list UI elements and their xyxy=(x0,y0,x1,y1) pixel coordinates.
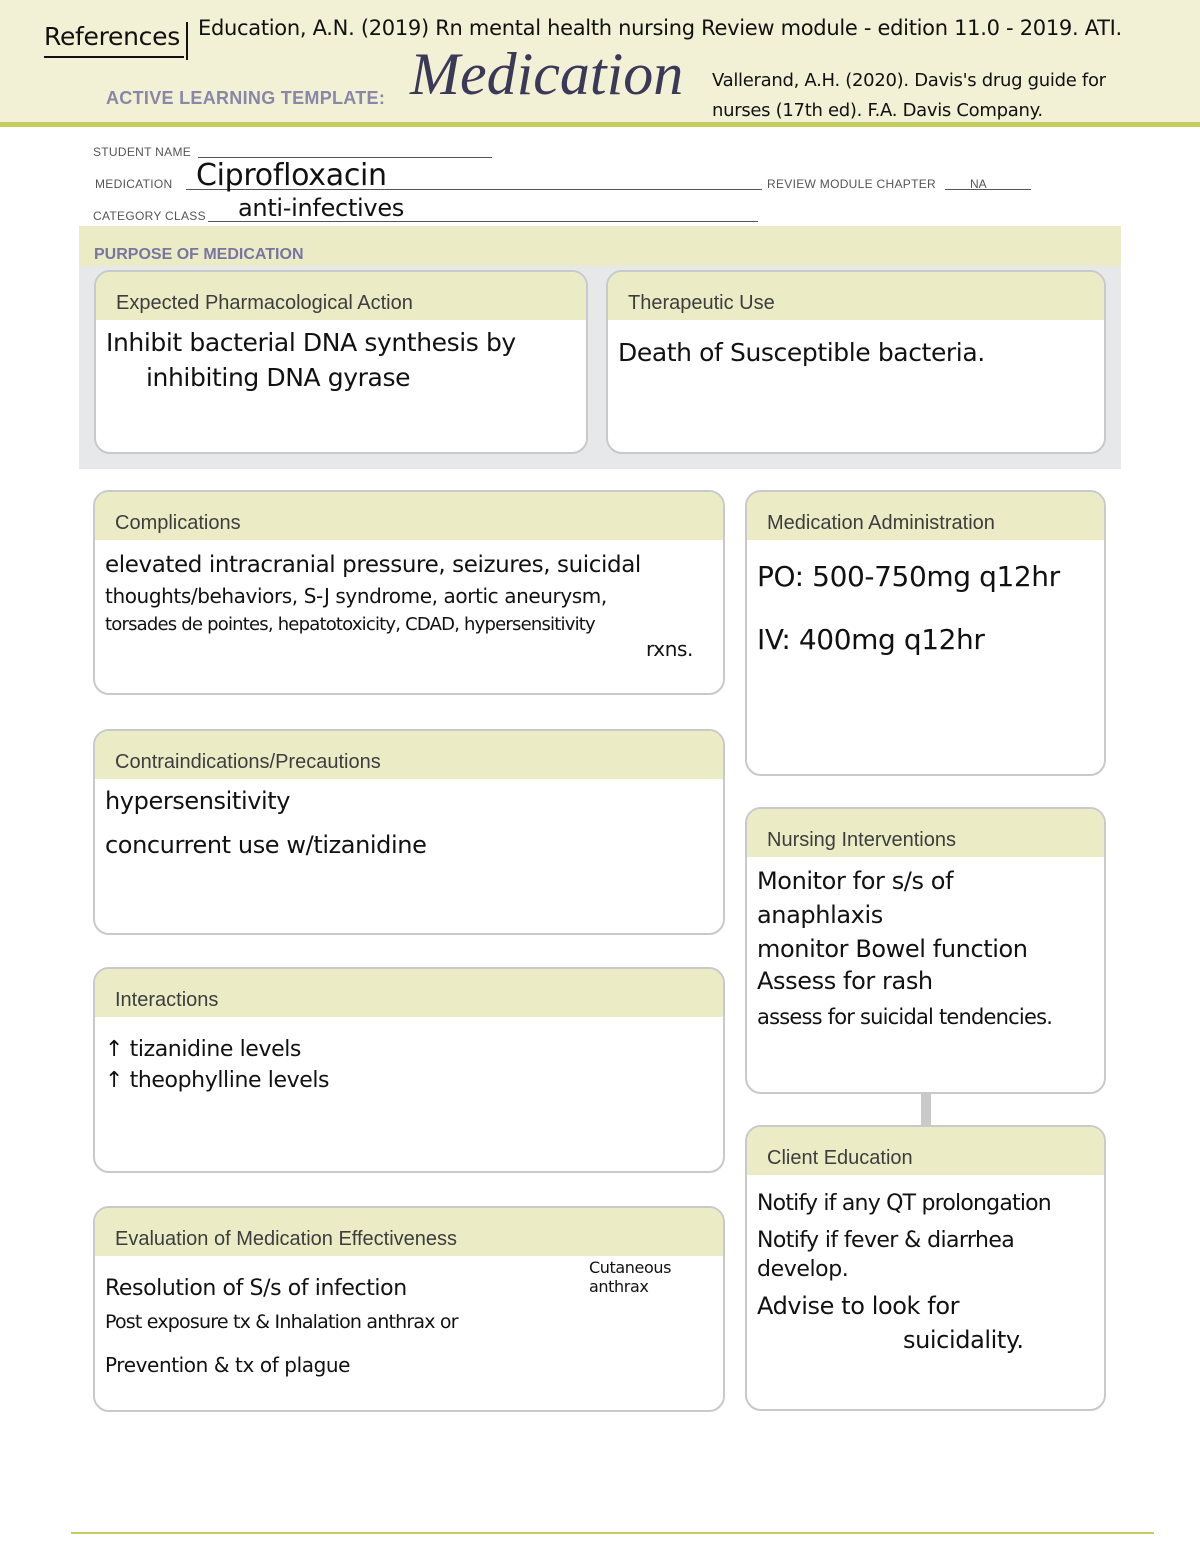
therapeutic-use-body xyxy=(608,320,1104,367)
contraindications-body xyxy=(95,779,723,859)
complications-box[interactable] xyxy=(93,490,725,695)
evaluation-header xyxy=(95,1208,723,1256)
complications-line: rxns. xyxy=(646,637,693,661)
interactions-line: ↑ theophylline levels xyxy=(105,1068,330,1093)
administration-header xyxy=(747,492,1104,540)
complications-line: torsades de pointes, hepatotoxicity, CDAD, hypersensitivity xyxy=(105,614,595,635)
contraindications-header xyxy=(95,731,723,779)
medication-field[interactable]: Ciprofloxacin xyxy=(196,158,387,193)
chapter-label: REVIEW MODULE CHAPTER xyxy=(767,177,936,191)
client-education-header xyxy=(747,1127,1104,1175)
template-label: ACTIVE LEARNING TEMPLATE: xyxy=(106,88,386,108)
administration-box[interactable] xyxy=(745,490,1106,776)
client-education-line: Advise to look for xyxy=(757,1292,960,1320)
therapeutic-use-header xyxy=(608,272,1104,320)
evaluation-title: Evaluation of Medication Effectiveness xyxy=(115,1228,458,1250)
evaluation-box[interactable] xyxy=(93,1206,725,1412)
evaluation-line: Prevention & tx of plague xyxy=(105,1353,351,1377)
nursing-interventions-line: Assess for rash xyxy=(757,967,933,995)
template-title: Medication xyxy=(410,41,684,107)
category-field[interactable]: anti-infectives xyxy=(238,194,404,222)
complications-line: thoughts/behaviors, S-J syndrome, aortic aneurysm, xyxy=(105,584,607,608)
complications-title: Complications xyxy=(115,512,241,534)
nursing-interventions-line: anaphlaxis xyxy=(757,901,883,929)
interactions-header xyxy=(95,969,723,1017)
client-education-line: suicidality. xyxy=(903,1326,1024,1354)
contraindications-line: hypersensitivity xyxy=(105,787,291,815)
nursing-interventions-line: assess for suicidal tendencies. xyxy=(757,1005,1053,1029)
nursing-interventions-line: Monitor for s/s of xyxy=(757,867,954,895)
references-underline xyxy=(44,56,184,58)
category-label: CATEGORY CLASS xyxy=(93,209,206,223)
nursing-interventions-header xyxy=(747,809,1104,857)
header-rule xyxy=(0,122,1200,127)
complications-body xyxy=(95,540,723,661)
purpose-title: PURPOSE OF MEDICATION xyxy=(94,246,304,263)
therapeutic-use-box[interactable] xyxy=(606,270,1106,454)
evaluation-side-note: Cutaneous anthrax xyxy=(589,1258,672,1297)
nursing-education-connector xyxy=(921,1094,931,1125)
client-education-line: Notify if fever & diarrhea xyxy=(757,1228,1015,1253)
therapeutic-use-title: Therapeutic Use xyxy=(628,292,775,314)
reference-citation-2: Vallerand, A.H. (2020). Davis's drug guide for xyxy=(712,70,1106,91)
references-label: References xyxy=(44,22,180,51)
nursing-interventions-body xyxy=(747,857,1104,1029)
nursing-interventions-title: Nursing Interventions xyxy=(767,829,956,851)
pharm-action-header xyxy=(96,272,586,320)
evaluation-line: Post exposure tx & Inhalation anthrax or xyxy=(105,1311,458,1333)
contraindications-title: Contraindications/Precautions xyxy=(115,751,381,773)
therapeutic-use-line: Death of Susceptible bacteria. xyxy=(618,338,985,367)
client-education-box[interactable] xyxy=(745,1125,1106,1411)
pharm-action-body xyxy=(96,320,586,392)
complications-line: elevated intracranial pressure, seizures, suicidal xyxy=(105,552,641,578)
pharm-action-line: Inhibit bacterial DNA synthesis by xyxy=(106,328,516,357)
administration-title: Medication Administration xyxy=(767,512,995,534)
interactions-line: ↑ tizanidine levels xyxy=(105,1037,301,1062)
references-divider xyxy=(186,22,188,60)
client-education-body xyxy=(747,1175,1104,1354)
administration-line: PO: 500-750mg q12hr xyxy=(757,560,1060,593)
chapter-field-line xyxy=(945,189,1031,190)
footer-rule xyxy=(71,1532,1154,1534)
medication-label: MEDICATION xyxy=(95,177,173,191)
evaluation-line: Resolution of S/s of infection xyxy=(105,1276,407,1301)
reference-citation-2-cont: nurses (17th ed). F.A. Davis Company. xyxy=(712,100,1043,121)
client-education-line: Notify if any QT prolongation xyxy=(757,1191,1051,1216)
nursing-interventions-box[interactable] xyxy=(745,807,1106,1094)
client-education-line: develop. xyxy=(757,1257,849,1282)
administration-body xyxy=(747,540,1104,656)
pharm-action-line: inhibiting DNA gyrase xyxy=(146,363,411,392)
interactions-body xyxy=(95,1017,723,1093)
client-education-title: Client Education xyxy=(767,1147,913,1169)
nursing-interventions-line: monitor Bowel function xyxy=(757,935,1028,963)
contraindications-line: concurrent use w/tizanidine xyxy=(105,831,427,859)
chapter-field[interactable]: NA xyxy=(970,177,987,191)
complications-header xyxy=(95,492,723,540)
pharm-action-title: Expected Pharmacological Action xyxy=(116,292,413,314)
contraindications-box[interactable] xyxy=(93,729,725,935)
interactions-title: Interactions xyxy=(115,989,219,1011)
student-name-label: STUDENT NAME xyxy=(93,145,192,159)
interactions-box[interactable] xyxy=(93,967,725,1173)
purpose-header xyxy=(79,226,1121,266)
reference-citation-1: Education, A.N. (2019) Rn mental health nursing Review module - edition 11.0 - 2019. ATI. xyxy=(198,16,1122,40)
pharm-action-box[interactable] xyxy=(94,270,588,454)
evaluation-body xyxy=(95,1256,723,1377)
administration-line: IV: 400mg q12hr xyxy=(757,623,985,656)
